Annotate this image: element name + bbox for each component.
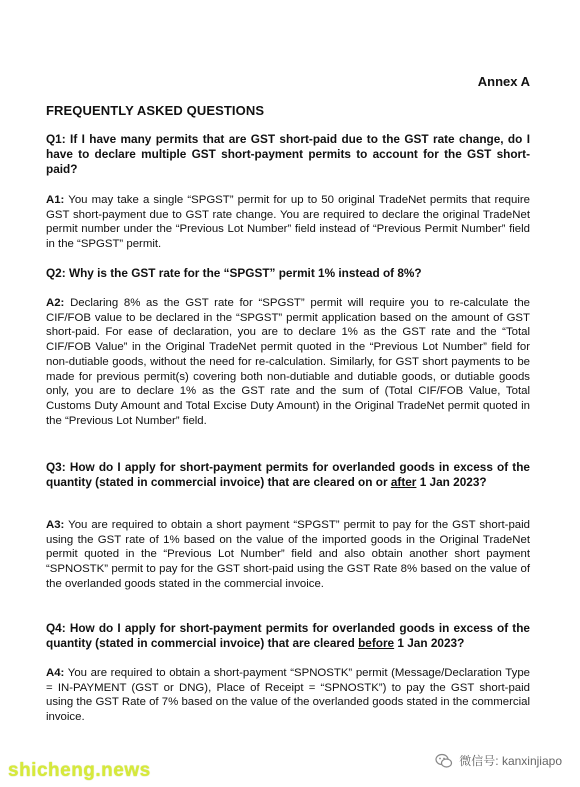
wechat-id-label: 微信号: kanxinjiapo (459, 754, 562, 768)
question-3-text: How do I apply for short-payment permits for overlanded goods in excess of the quantity (stated in commercial invoice) that are cleared on or (46, 460, 530, 489)
question-3-emphasis: after (390, 475, 417, 489)
question-2-label: Q2: (46, 266, 66, 280)
question-3 (46, 460, 530, 490)
question-1-text: If I have many permits that are GST short-paid due to the GST rate change, do I have to declare multiple GST short-payment permits to account for the GST short-paid? (46, 132, 530, 176)
question-1 (46, 132, 530, 177)
answer-1-text: You may take a single “SPGST” permit for up to 50 original TradeNet permits that require GST short-payment due to GST rate change. You are required to declare the original TradeNet permit number under the “Previous Lot Number” field instead of “Previous Permit Number” field in the “SPGST” permit. (46, 194, 531, 251)
question-3-label: Q3: (46, 460, 66, 474)
answer-4-text: You are required to obtain a short-payment “SPNOSTK” permit (Message/Declaration Type = IN-PAYMENT (GST or DNG), Place of Receipt = “SPNOSTK”) to pay the GST short-paid using the GST Rate of 7% based on the value of the overlanded goods stated in the commercial invoice. (46, 667, 530, 724)
answer-2-label: A2: (46, 297, 65, 309)
question-2-text: Why is the GST rate for the “SPGST” permit 1% instead of 8%? (68, 266, 422, 280)
question-4-emphasis: before (358, 636, 395, 650)
page-heading: FREQUENTLY ASKED QUESTIONS (46, 103, 265, 118)
answer-4-label: A4: (46, 667, 65, 679)
answer-1 (46, 193, 530, 252)
answer-3-label: A3: (46, 519, 65, 531)
answer-4 (46, 666, 530, 725)
answer-3-text: You are required to obtain a short payment “SPGST” permit to pay for the GST short-paid using the GST rate of 1% based on the value of the imported goods in the Original TradeNet permit quoted in the “Previous Lot Number” field and also obtain another short payment “SPNOSTK” permit to pay for the GST short-paid using the GST Rate 8% based on the value of the overlanded goods stated in the commercial invoice. (46, 519, 530, 590)
annex-label: Annex A (477, 74, 530, 89)
question-4-label: Q4: (46, 621, 66, 635)
answer-3 (46, 518, 530, 592)
wechat-icon (435, 753, 453, 769)
answer-2 (46, 296, 530, 428)
answer-2-text: Declaring 8% as the GST rate for “SPGST” permit will require you to re-calculate the CIF/FOB value to be declared in the “SPGST” permit application based on the amount of GST short-paid. For ease of declaration, you are to declare 1% as the GST rate and the “Total CIF/FOB Value” in the Original TradeNet permit quoted in the “Previous Lot Number” field for non-dutiable goods, without the need for re-calculation. Similarly, for GST short payments to be made for previous permit(s) covering both non-dutiable and dutiable goods, or dutiable goods only, you are to declare 1% as the GST rate and the sum of (Total CIF/FOB Value, Total Customs Duty Amount and Total Excise Duty Amount) in the Original TradeNet permit quoted in the “Previous Lot Number” field. (46, 297, 531, 427)
question-4 (46, 621, 530, 651)
question-2 (46, 266, 530, 281)
wechat-watermark (435, 752, 562, 769)
question-3-date: 1 Jan 2023? (419, 475, 487, 489)
answer-1-label: A1: (46, 194, 65, 206)
site-watermark: shicheng.news (8, 760, 151, 781)
question-4-text: How do I apply for short-payment permits for overlanded goods in excess of the quantity (stated in commercial invoice) that are cleared (46, 621, 530, 650)
question-1-label: Q1: (46, 132, 66, 146)
question-4-date: 1 Jan 2023? (397, 636, 465, 650)
